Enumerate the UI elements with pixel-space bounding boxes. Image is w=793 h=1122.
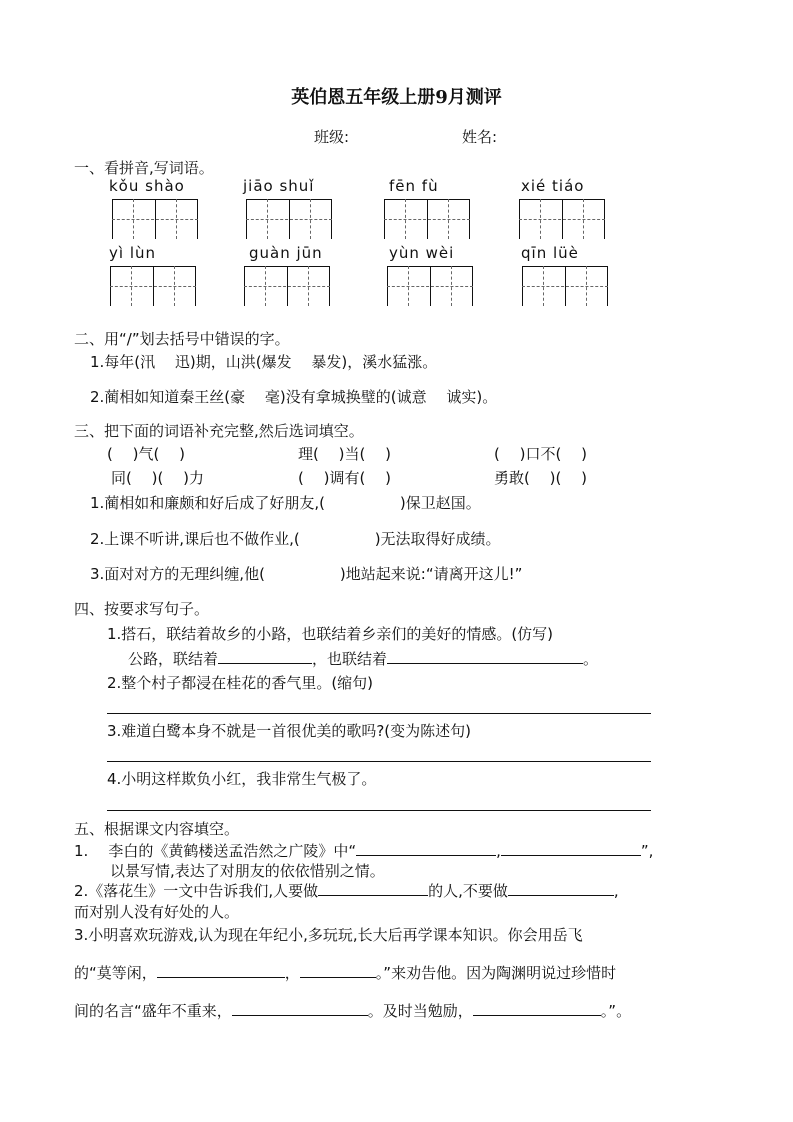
writing-grid-1[interactable]	[112, 199, 198, 239]
s5-q2-text-d: 而对别人没有好处的人。	[74, 903, 240, 921]
s5-q1-blank-2[interactable]	[501, 841, 641, 856]
s5-q3-text-f: 。及时当勉励，	[367, 1002, 473, 1020]
s5-q3-blank-2[interactable]	[300, 963, 376, 978]
s4-q1-text-a: 公路，联结着	[128, 650, 219, 668]
s5-q3-text-g: 。”。	[600, 1002, 632, 1020]
s5-q2-blank-2[interactable]	[508, 881, 614, 896]
s5-q2-row	[74, 880, 619, 901]
s5-q3-text-b: 的“莫等闲，	[74, 964, 157, 982]
s3-word-5: ( )调有( )	[298, 469, 391, 487]
s4-question-4: 4.小明这样欺负小红，我非常生气极了。	[107, 770, 377, 788]
s3-question-1: 1.蔺相如和廉颇和好后成了好朋友,( )保卫赵国。	[90, 494, 481, 512]
s4-q1-text-c: 。	[583, 650, 599, 668]
s5-q1-text-c: ”,	[640, 842, 654, 860]
s3-question-3: 3.面对对方的无理纠缠,他( )地站起来说:“请离开这儿!”	[90, 565, 523, 583]
s3-word-2: 理( )当( )	[298, 445, 391, 463]
s3-question-2: 2.上课不听讲,课后也不做作业,( )无法取得好成绩。	[90, 530, 501, 548]
pinyin-3: fēn fù	[389, 177, 439, 195]
s5-q3-text-c: ，	[284, 964, 300, 982]
s5-q1-number: 1.	[74, 842, 89, 860]
s4-q1-answer-row	[128, 648, 598, 669]
s4-question-1: 1.搭石，联结着故乡的小路，也联结着乡亲们的美好的情感。(仿写)	[107, 625, 554, 643]
s5-q2-text-c: ,	[613, 882, 619, 900]
s5-q3-text-e: 间的名言“盛年不重来，	[74, 1002, 232, 1020]
section-4-heading: 四、按要求写句子。	[74, 600, 210, 618]
s5-q3-row-3	[74, 1000, 631, 1021]
s5-q1-blank-1[interactable]	[356, 841, 496, 856]
writing-grid-2[interactable]	[246, 199, 332, 239]
s5-q1-row	[74, 840, 653, 861]
s5-q3-text-d: 。”来劝告他。因为陶渊明说过珍惜时	[375, 964, 617, 982]
s5-q1-text-d: 以景写情,表达了对朋友的依依惜别之情。	[110, 862, 385, 880]
writing-grid-5[interactable]	[110, 266, 196, 306]
section-1-heading: 一、看拼音,写词语。	[74, 159, 214, 177]
section-5-heading: 五、根据课文内容填空。	[74, 820, 240, 838]
pinyin-4: xié tiáo	[521, 177, 585, 195]
pinyin-7: yùn wèi	[389, 244, 455, 262]
section-3-heading: 三、把下面的词语补充完整,然后选词填空。	[74, 422, 364, 440]
s5-q2-text-a: 2.《落花生》一文中告诉我们,人要做	[74, 882, 319, 900]
s4-question-2: 2.整个村子都浸在桂花的香气里。(缩句)	[107, 674, 374, 692]
s5-q3-text-a: 3.小明喜欢玩游戏,认为现在年纪小,多玩玩,长大后再学课本知识。你会用岳飞	[74, 926, 583, 944]
s2-question-2: 2.蔺相如知道秦王丝(豪 毫)没有拿城换璧的(诚意 诚实)。	[90, 388, 498, 406]
s5-q2-blank-1[interactable]	[318, 881, 428, 896]
s4-q2-answer-line[interactable]	[107, 713, 651, 714]
s5-q3-row-2	[74, 962, 616, 983]
writing-grid-4[interactable]	[519, 199, 605, 239]
s4-q1-blank-2[interactable]	[387, 649, 583, 664]
pinyin-2: jiāo shuǐ	[243, 177, 315, 195]
pinyin-1: kǒu shào	[109, 177, 185, 195]
s3-word-4: 同( )( )力	[111, 469, 204, 487]
s3-word-6: 勇敢( )( )	[494, 469, 587, 487]
s2-question-1: 1.每年(汛 迅)期，山洪(爆发 暴发)，溪水猛涨。	[90, 353, 438, 371]
s4-question-3: 3.难道白鹭本身不就是一首很优美的歌吗?(变为陈述句)	[107, 722, 471, 740]
pinyin-6: guàn jūn	[249, 244, 323, 262]
s5-q1-text-b: ,	[496, 842, 501, 860]
s4-q1-text-b: ，也联结着	[312, 650, 388, 668]
s5-q3-blank-3[interactable]	[232, 1001, 368, 1016]
s5-q3-blank-4[interactable]	[473, 1001, 601, 1016]
pinyin-8: qīn lüè	[521, 244, 579, 262]
page-title: 英伯恩五年级上册9月测评	[291, 87, 502, 108]
section-2-heading: 二、用“/”划去括号中错误的字。	[74, 330, 290, 348]
name-label: 姓名:	[462, 128, 498, 146]
s5-q2-text-b: 的人,不要做	[428, 882, 508, 900]
writing-grid-7[interactable]	[387, 266, 473, 306]
s4-q3-answer-line[interactable]	[107, 761, 651, 762]
writing-grid-3[interactable]	[384, 199, 470, 239]
writing-grid-6[interactable]	[244, 266, 330, 306]
class-label: 班级:	[314, 128, 350, 146]
s3-word-1: ( )气( )	[107, 445, 185, 463]
writing-grid-8[interactable]	[522, 266, 608, 306]
s4-q1-blank-1[interactable]	[218, 649, 312, 664]
s3-word-3: ( )口不( )	[494, 445, 587, 463]
s5-q1-text-a: 李白的《黄鹤楼送孟浩然之广陵》中“	[108, 842, 357, 860]
s4-q4-answer-line[interactable]	[107, 810, 651, 811]
s5-q3-blank-1[interactable]	[157, 963, 285, 978]
pinyin-5: yì lùn	[109, 244, 156, 262]
